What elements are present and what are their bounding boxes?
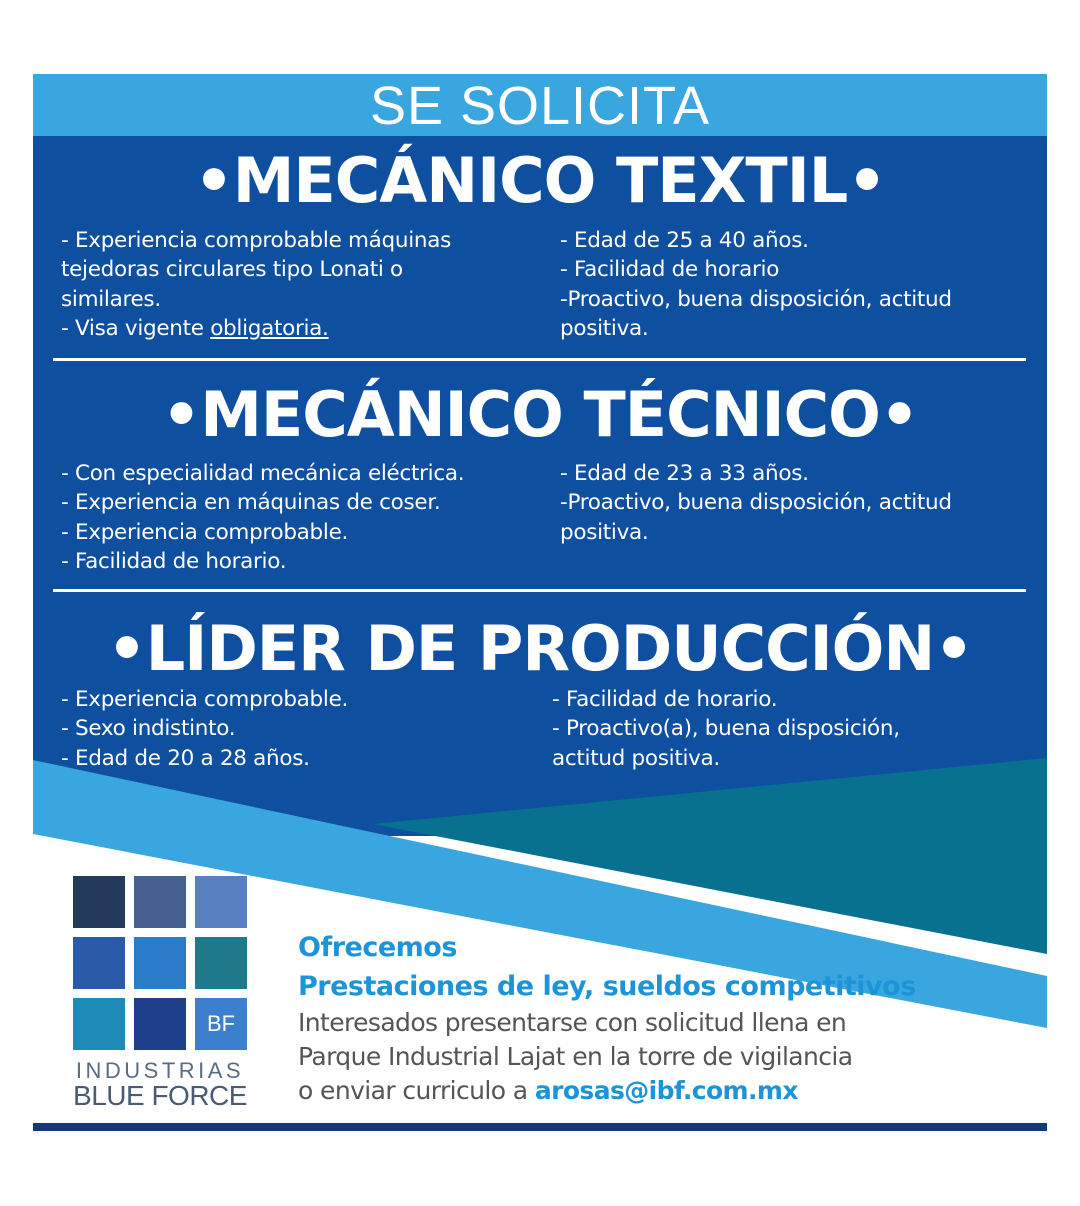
job1-right-line: positiva.	[560, 315, 649, 341]
logo-square	[73, 998, 125, 1050]
job3-right-line: - Proactivo(a), buena disposición,	[552, 716, 900, 742]
logo-square	[134, 998, 186, 1050]
job3-right-line: - Facilidad de horario.	[552, 687, 778, 712]
job1-left-line: tejedoras circulares tipo Lonati o	[61, 257, 403, 283]
logo-square	[134, 876, 186, 928]
job2-right-line: - Edad de 23 a 33 años.	[560, 461, 809, 486]
job3-right-line: actitud positiva.	[552, 745, 720, 771]
logo-bf-badge: BF	[195, 998, 247, 1050]
contact-email-line	[298, 1074, 798, 1108]
job1-right-line: - Facilidad de horario	[560, 257, 780, 283]
divider	[53, 589, 1026, 592]
job2-right-line: -Proactivo, buena disposición, actitud	[560, 490, 952, 516]
job2-right-line: positiva.	[560, 519, 649, 545]
job1-left-column	[61, 226, 451, 343]
job3-left-line: - Edad de 20 a 28 años.	[61, 745, 310, 771]
job2-left-line: - Con especialidad mecánica eléctrica.	[61, 461, 465, 486]
job-title-mecanico-textil: •MECÁNICO TEXTIL•	[194, 144, 886, 217]
contact-line: Interesados presentarse con solicitud llena en	[298, 1008, 847, 1037]
logo-name-line1: INDUSTRIAS	[75, 1058, 245, 1083]
job2-left-line: - Facilidad de horario.	[61, 548, 287, 574]
bottom-bar	[33, 1123, 1047, 1131]
logo-square	[195, 937, 247, 989]
logo-square	[73, 937, 125, 989]
job1-right-line: - Edad de 25 a 40 años.	[560, 228, 809, 253]
logo-name-line2: BLUE FORCE	[73, 1080, 247, 1111]
job1-left-line: - Experiencia comprobable máquinas	[61, 228, 452, 253]
job-title-lider-de-produccion: •LÍDER DE PRODUCCIÓN•	[107, 612, 973, 685]
job1-visa-line	[61, 314, 451, 343]
job3-left-column	[61, 685, 348, 773]
job3-left-line: - Sexo indistinto.	[61, 716, 236, 742]
offer-benefits: Prestaciones de ley, sueldos competitivos	[298, 971, 916, 1002]
contact-line: Parque Industrial Lajat en la torre de vigilancia	[298, 1042, 853, 1071]
visa-prefix: - Visa vigente	[61, 315, 211, 341]
logo-square	[134, 937, 186, 989]
headline: SE SOLICITA	[369, 76, 711, 136]
job-title-mecanico-tecnico: •MECÁNICO TÉCNICO•	[161, 378, 919, 451]
contact-prefix: o enviar curriculo a	[298, 1076, 535, 1105]
offer-heading: Ofrecemos	[298, 932, 457, 963]
job2-left-column	[61, 459, 464, 576]
contact-email-link[interactable]: arosas@ibf.com.mx	[534, 1076, 798, 1105]
job3-right-column	[552, 685, 900, 773]
logo-square	[195, 876, 247, 928]
job1-left-line: similares.	[61, 286, 161, 312]
job2-left-line: - Experiencia comprobable.	[61, 519, 349, 545]
job2-right-column	[560, 459, 952, 547]
job3-left-line: - Experiencia comprobable.	[61, 687, 349, 712]
logo-square	[73, 876, 125, 928]
visa-required: obligatoria.	[210, 315, 329, 341]
job2-left-line: - Experiencia en máquinas de coser.	[61, 490, 441, 516]
company-logo	[73, 876, 247, 1050]
job-poster	[33, 74, 1047, 1130]
divider	[53, 358, 1026, 361]
job1-right-column	[560, 226, 952, 343]
job1-right-line: -Proactivo, buena disposición, actitud	[560, 286, 952, 312]
